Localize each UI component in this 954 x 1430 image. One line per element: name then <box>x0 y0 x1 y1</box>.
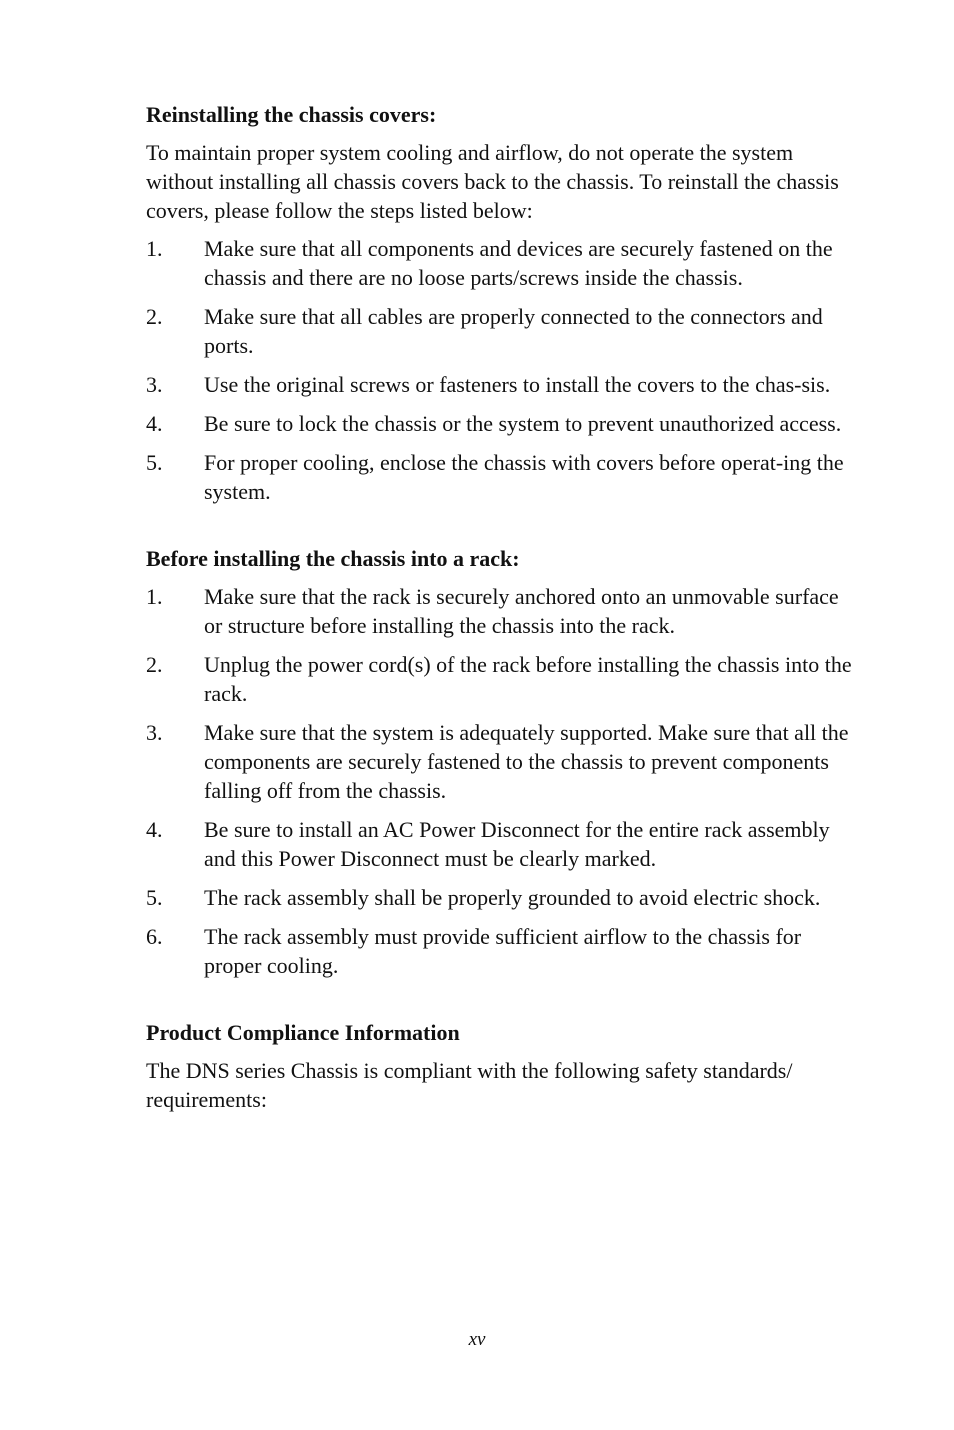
list-number: 6. <box>146 924 163 949</box>
section-reinstalling-covers <box>146 100 856 506</box>
list-text: Be sure to lock the chassis or the system to prevent unauthorized access. <box>204 411 842 436</box>
document-page <box>146 100 856 1123</box>
list-number: 3. <box>146 720 163 745</box>
section-intro: The DNS series Chassis is compliant with the following safety standards/ requirements: <box>146 1058 793 1112</box>
list-item <box>146 582 856 640</box>
numbered-list <box>146 582 856 980</box>
section-heading: Before installing the chassis into a rack: <box>146 546 520 571</box>
list-text: Make sure that all cables are properly connected to the connectors and ports. <box>204 304 823 358</box>
list-text: The rack assembly must provide sufficient airflow to the chassis for proper cooling. <box>204 924 802 978</box>
page-number: xv <box>468 1329 486 1350</box>
numbered-list <box>146 234 856 506</box>
list-text: The rack assembly shall be properly grounded to avoid electric shock. <box>204 885 821 910</box>
section-intro: To maintain proper system cooling and airflow, do not operate the system without installing all chassis covers back to the chassis. To reinstall the chassis covers, please follow the steps listed below: <box>146 140 839 223</box>
list-item <box>146 370 856 399</box>
list-text: Use the original screws or fasteners to install the covers to the chas-sis. <box>204 372 831 397</box>
list-item <box>146 302 856 360</box>
list-item <box>146 718 856 805</box>
list-number: 4. <box>146 817 163 842</box>
section-product-compliance <box>146 1018 856 1114</box>
list-item <box>146 650 856 708</box>
section-heading: Reinstalling the chassis covers: <box>146 102 437 127</box>
list-item <box>146 815 856 873</box>
section-before-rack-install <box>146 544 856 980</box>
list-number: 5. <box>146 885 163 910</box>
list-item <box>146 234 856 292</box>
list-number: 4. <box>146 411 163 436</box>
list-item <box>146 448 856 506</box>
list-text: Make sure that all components and devices are securely fastened on the chassis and there are no loose parts/screws inside the chassis. <box>204 236 833 290</box>
list-number: 2. <box>146 652 163 677</box>
list-item <box>146 883 856 912</box>
list-text: For proper cooling, enclose the chassis with covers before operat-ing the system. <box>204 450 844 504</box>
section-heading: Product Compliance Information <box>146 1020 460 1045</box>
list-number: 2. <box>146 304 163 329</box>
list-number: 1. <box>146 584 163 609</box>
list-text: Make sure that the system is adequately supported. Make sure that all the components are securely fastened to the chassis to prevent components falling off from the chassis. <box>204 720 849 803</box>
list-number: 3. <box>146 372 163 397</box>
list-text: Make sure that the rack is securely anchored onto an unmovable surface or structure before installing the chassis into the rack. <box>204 584 839 638</box>
list-text: Be sure to install an AC Power Disconnect for the entire rack assembly and this Power Disconnect must be clearly marked. <box>204 817 830 871</box>
list-item <box>146 922 856 980</box>
list-item <box>146 409 856 438</box>
list-number: 1. <box>146 236 163 261</box>
list-text: Unplug the power cord(s) of the rack before installing the chassis into the rack. <box>204 652 852 706</box>
list-number: 5. <box>146 450 163 475</box>
